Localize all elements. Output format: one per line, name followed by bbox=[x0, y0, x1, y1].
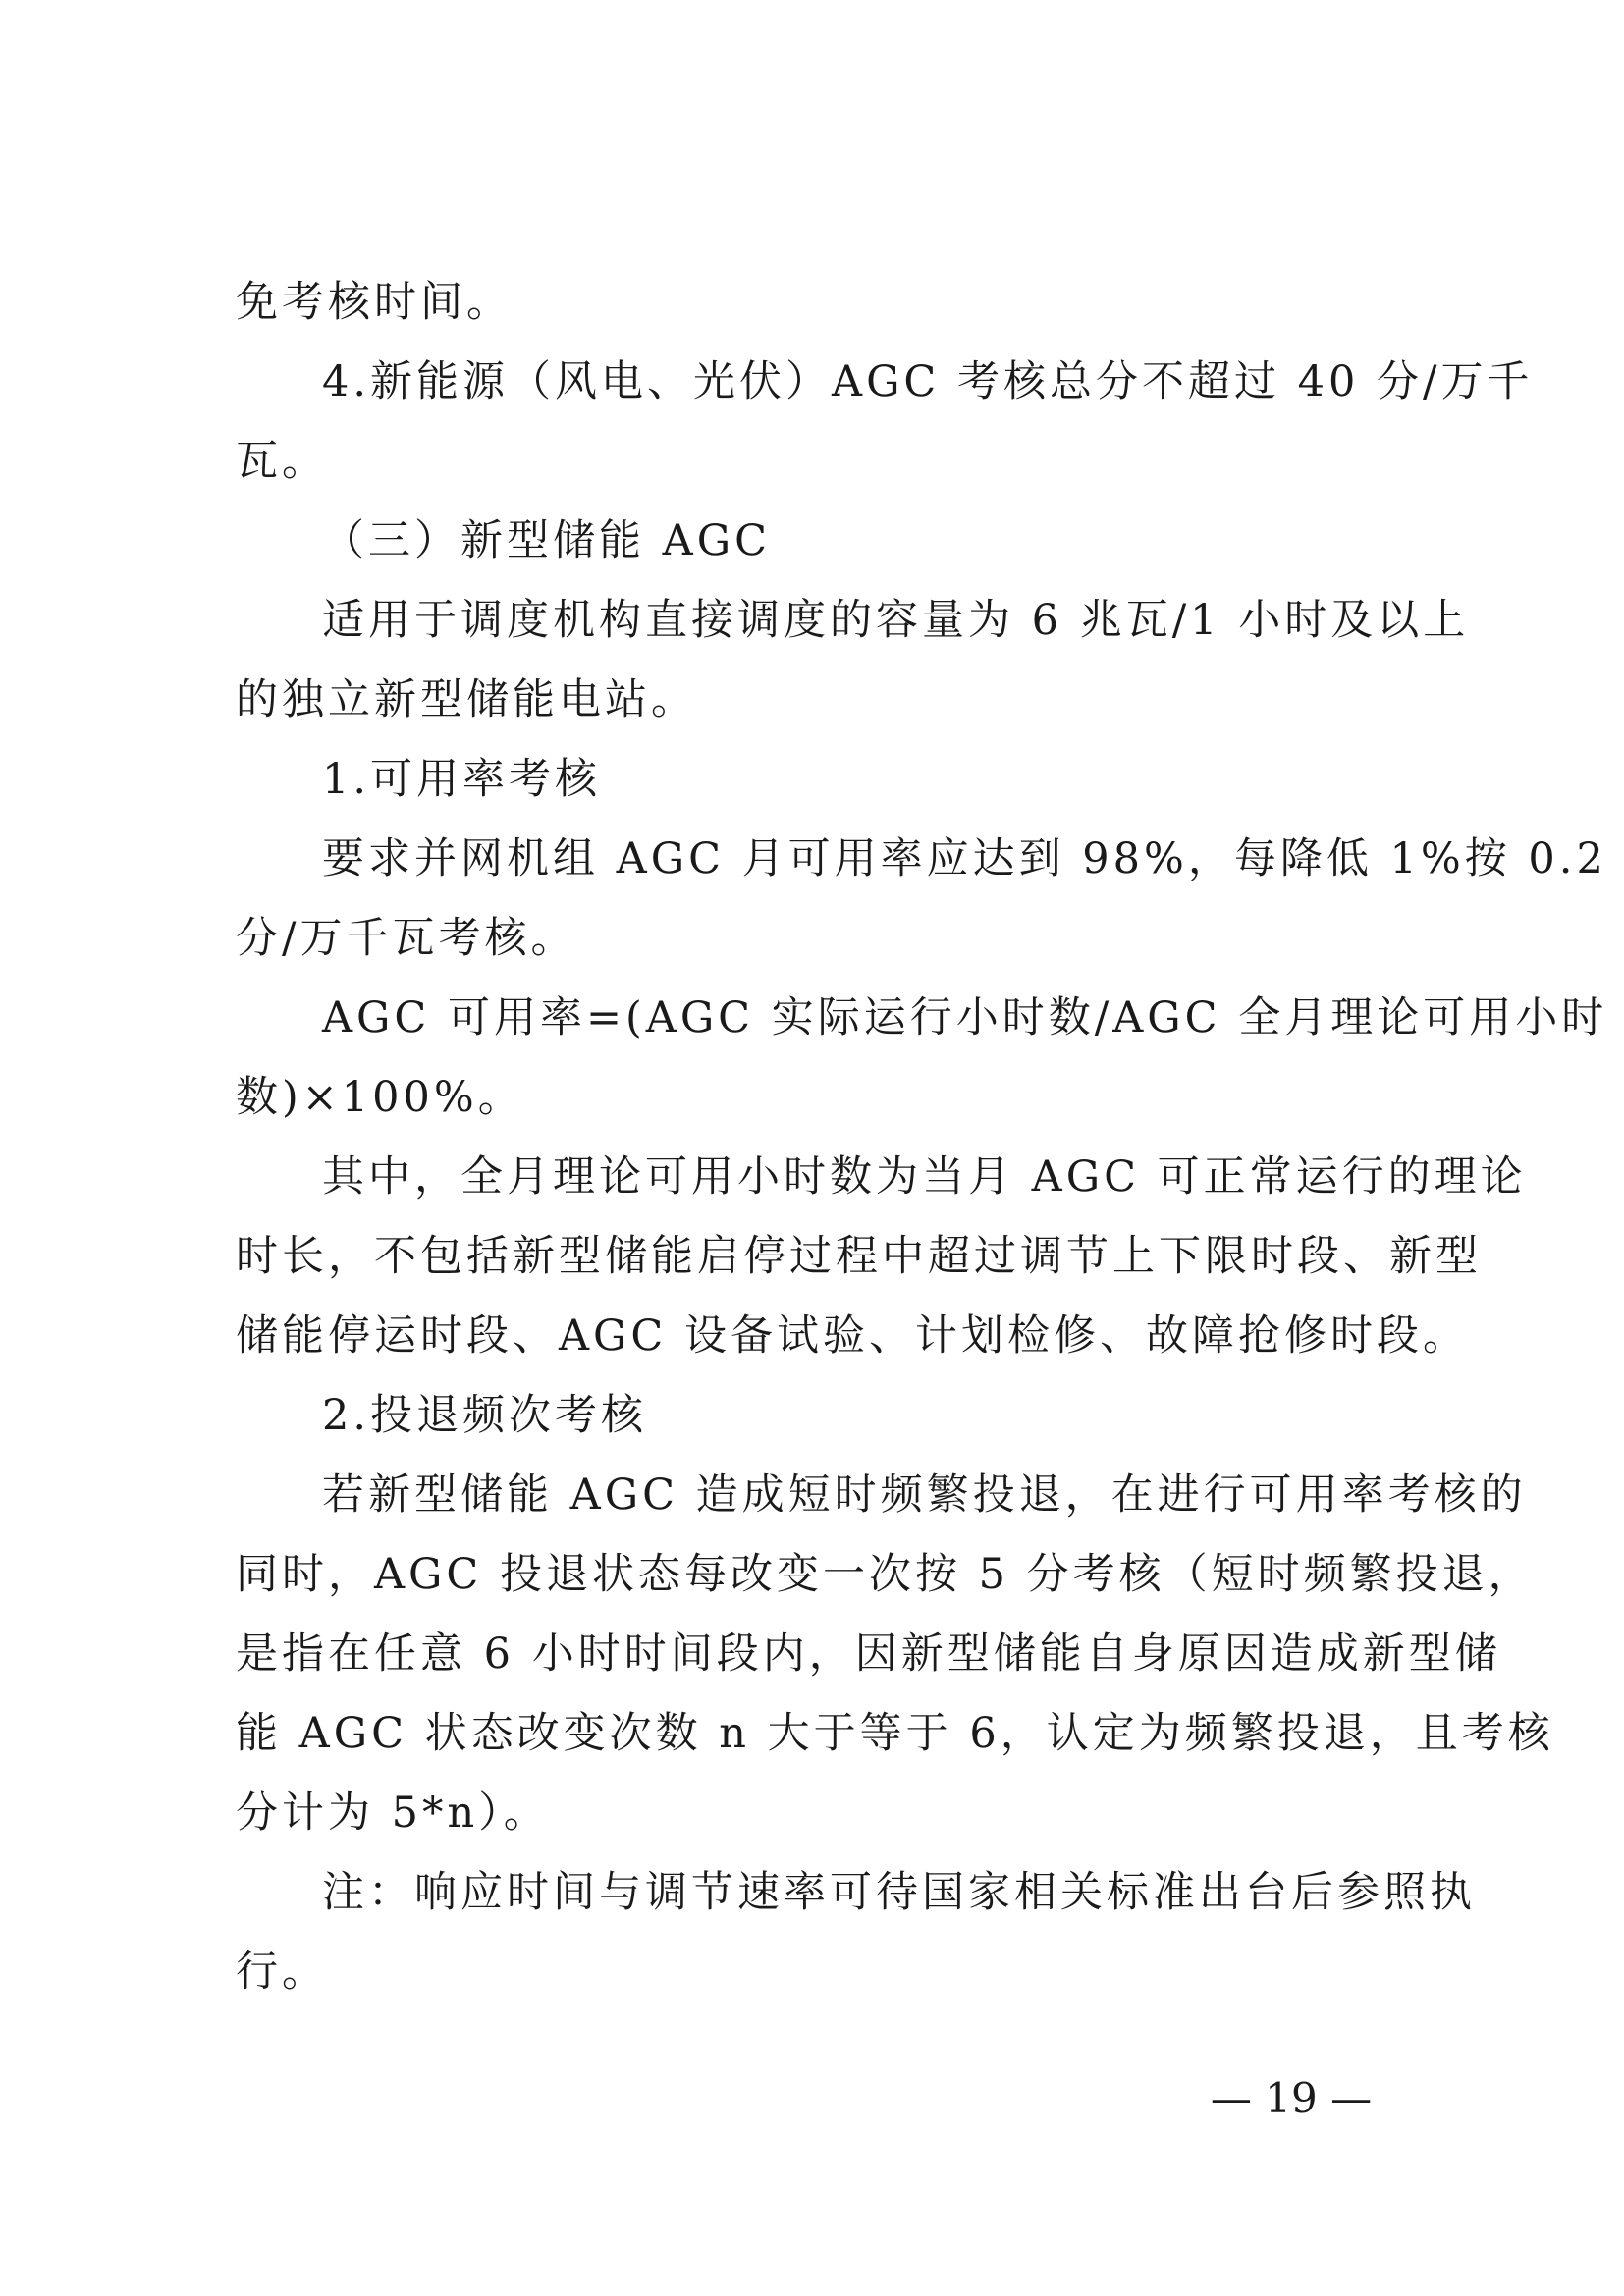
text-line: 储能停运时段、AGC 设备试验、计划检修、故障抢修时段。 bbox=[236, 1311, 1469, 1361]
text-line: 时长，不包括新型储能启停过程中超过调节上下限时段、新型 bbox=[236, 1232, 1482, 1281]
text-line: 若新型储能 AGC 造成短时频繁投退，在进行可用率考核的 bbox=[322, 1470, 1527, 1520]
text-line: 其中，全月理论可用小时数为当月 AGC 可正常运行的理论 bbox=[322, 1152, 1527, 1201]
text-line: 同时，AGC 投退状态每改变一次按 5 分考核（短时频繁投退， bbox=[236, 1550, 1535, 1599]
page-number: — 19 — bbox=[1210, 2074, 1373, 2122]
text-line: 分计为 5*n）。 bbox=[236, 1789, 550, 1838]
text-line: 1.可用率考核 bbox=[322, 755, 602, 804]
text-line: 免考核时间。 bbox=[236, 278, 513, 327]
text-line: 的独立新型储能电站。 bbox=[236, 675, 697, 724]
text-line: 行。 bbox=[236, 1948, 328, 1997]
text-line: 是指在任意 6 小时时间段内，因新型储能自身原因造成新型储 bbox=[236, 1629, 1501, 1679]
text-line: 2.投退频次考核 bbox=[322, 1391, 648, 1440]
text-line: 能 AGC 状态改变次数 n 大于等于 6，认定为频繁投退，且考核 bbox=[236, 1709, 1554, 1758]
text-line: 数)×100%。 bbox=[236, 1073, 524, 1122]
text-line: 4.新能源（风电、光伏）AGC 考核总分不超过 40 分/万千 bbox=[322, 357, 1534, 406]
document-body bbox=[236, 263, 1608, 2012]
text-line: 分/万千瓦考核。 bbox=[236, 914, 577, 963]
text-line: 注：响应时间与调节速率可待国家相关标准出台后参照执 bbox=[322, 1868, 1476, 1917]
text-line: AGC 可用率=(AGC 实际运行小时数/AGC 全月理论可用小时 bbox=[322, 993, 1608, 1042]
text-line: 要求并网机组 AGC 月可用率应达到 98%，每降低 1%按 0.2 bbox=[322, 834, 1607, 883]
text-line: 适用于调度机构直接调度的容量为 6 兆瓦/1 小时及以上 bbox=[322, 596, 1470, 645]
text-line: 瓦。 bbox=[236, 437, 328, 486]
text-line: （三）新型储能 AGC bbox=[322, 516, 771, 565]
